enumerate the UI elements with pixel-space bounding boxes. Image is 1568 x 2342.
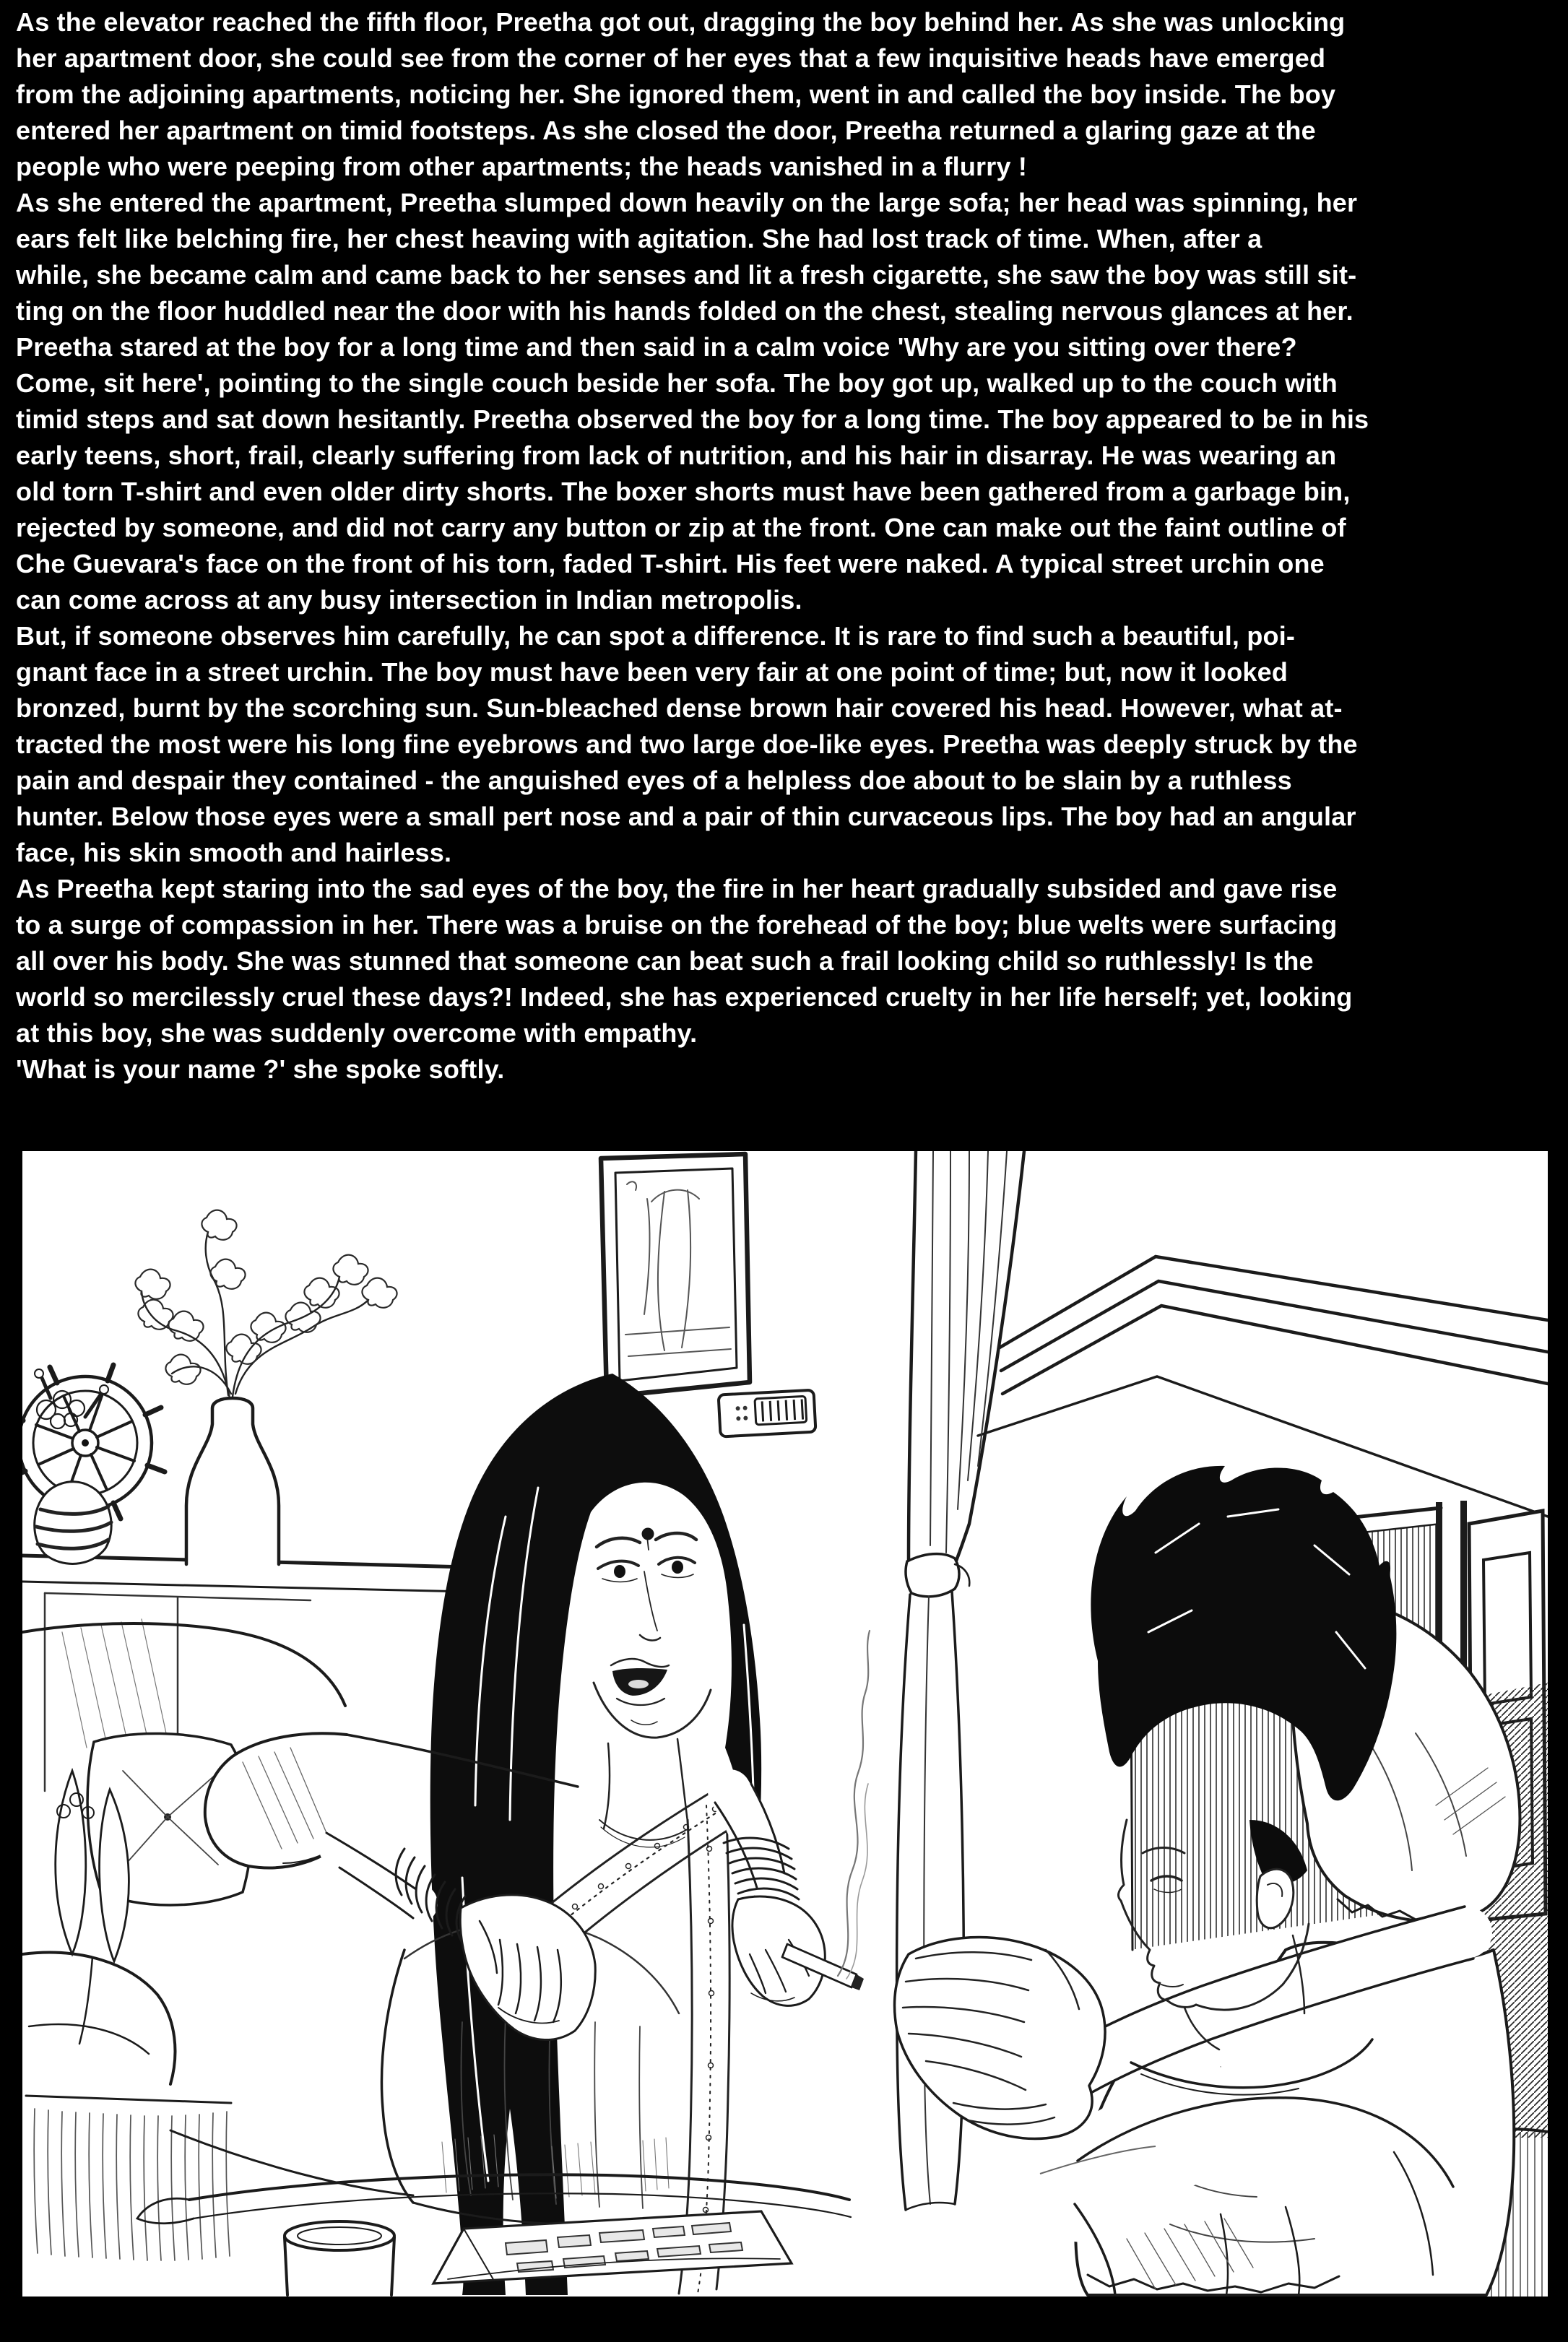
story-line: gnant face in a street urchin. The boy must have been very fair at one point of time; but, now it looked — [16, 657, 1288, 687]
story-line: tracted the most were his long fine eyebrows and two large doe-like eyes. Preetha was deeply struck by the — [16, 729, 1358, 759]
story-line: early teens, short, frail, clearly suffering from lack of nutrition, and his hair in disarray. He was wearing an — [16, 441, 1337, 470]
story-line: timid steps and sat down hesitantly. Preetha observed the boy for a long time. The boy appeared to be in his — [16, 404, 1369, 434]
story-line: at this boy, she was suddenly overcome with empathy. — [16, 1018, 698, 1048]
story-line: face, his skin smooth and hairless. — [16, 838, 452, 867]
story-line: people who were peeping from other apartments; the heads vanished in a flurry ! — [16, 152, 1028, 181]
story-line: rejected by someone, and did not carry any button or zip at the front. One can make out the faint outline of — [16, 513, 1346, 542]
story-line: 'What is your name ?' she spoke softly. — [16, 1054, 505, 1084]
story-line: from the adjoining apartments, noticing her. She ignored them, went in and called the boy inside. The boy — [16, 79, 1336, 109]
story-line: Che Guevara's face on the front of his torn, faded T-shirt. His feet were naked. A typical street urchin one — [16, 549, 1325, 578]
picture-frame — [601, 1154, 750, 1397]
story-line: can come across at any busy intersection in Indian metropolis. — [16, 585, 802, 615]
story-line: Preetha stared at the boy for a long time and then said in a calm voice 'Why are you sitting over there? — [16, 332, 1297, 362]
story-line: As Preetha kept staring into the sad eyes of the boy, the fire in her heart gradually subsided and gave rise — [16, 874, 1338, 903]
story-line: hunter. Below those eyes were a small pert nose and a pair of thin curvaceous lips. The boy had an angular — [16, 802, 1356, 831]
story-line: world so mercilessly cruel these days?! Indeed, she has experienced cruelty in her life herself; yet, looking — [16, 982, 1353, 1012]
light-switch — [719, 1390, 816, 1437]
story-line: her apartment door, she could see from the corner of her eyes that a few inquisitive heads have emerged — [16, 43, 1326, 73]
story-line: old torn T-shirt and even older dirty shorts. The boxer shorts must have been gathered from a garbage bin, — [16, 477, 1351, 506]
story-line: As she entered the apartment, Preetha slumped down heavily on the large sofa; her head was spinning, her — [16, 188, 1358, 217]
illustration — [22, 1151, 1548, 2297]
story-line: As the elevator reached the fifth floor, Preetha got out, dragging the boy behind her. As she was unlocking — [16, 7, 1346, 37]
story-line: pain and despair they contained - the anguished eyes of a helpless doe about to be slain by a ruthless — [16, 766, 1292, 795]
story-line: entered her apartment on timid footsteps. As she closed the door, Preetha returned a glaring gaze at the — [16, 116, 1316, 145]
story-line: ears felt like belching fire, her chest heaving with agitation. She had lost track of time. When, after a — [16, 224, 1262, 253]
bindi — [642, 1528, 654, 1540]
story-line: to a surge of compassion in her. There was a bruise on the forehead of the boy; blue welts were surfacing — [16, 910, 1338, 940]
story-line: Come, sit here', pointing to the single couch beside her sofa. The boy got up, walked up to the couch with — [16, 368, 1338, 398]
story-line: all over his body. She was stunned that someone can beat such a frail looking child so ruthlessly! Is the — [16, 946, 1314, 976]
story-line: bronzed, burnt by the scorching sun. Sun-bleached dense brown hair covered his head. However, what at- — [16, 693, 1343, 723]
story-text-block — [16, 4, 1555, 1088]
story-line: But, if someone observes him carefully, he can spot a difference. It is rare to find such a beautiful, poi- — [16, 621, 1296, 651]
illustration-panel — [22, 1151, 1548, 2297]
story-line: ting on the floor huddled near the door with his hands folded on the chest, stealing nervous glances at her. — [16, 296, 1353, 326]
story-line: while, she became calm and came back to her senses and lit a fresh cigarette, she saw the boy was still sit- — [16, 260, 1357, 290]
